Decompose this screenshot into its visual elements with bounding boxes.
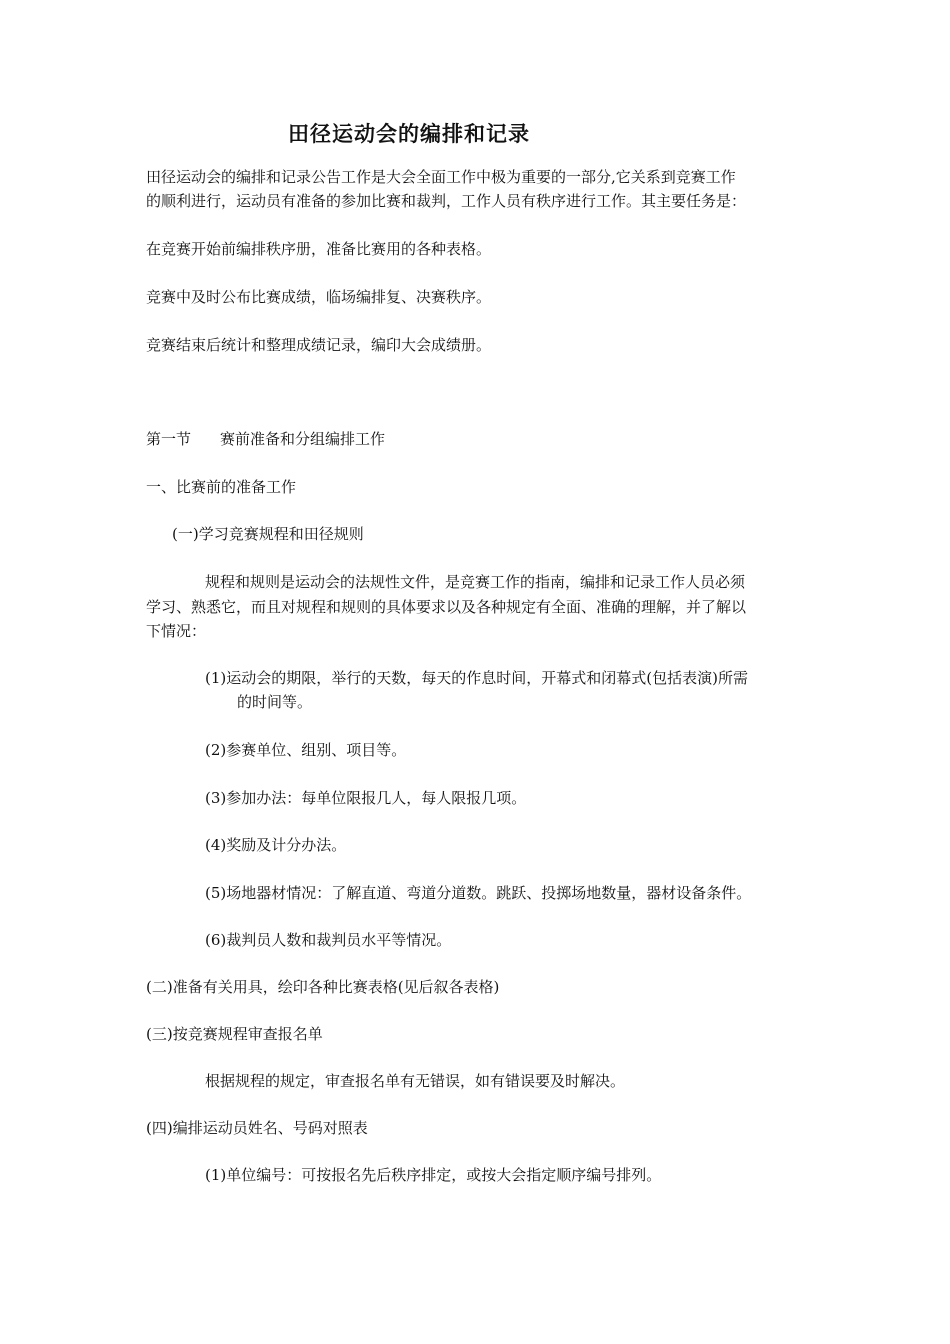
list-item-3: (3)参加办法：每单位限报几人，每人限报几项。	[205, 789, 527, 807]
intro-line-1: 田径运动会的编排和记录公告工作是大会全面工作中极为重要的一部分,它关系到竞赛工作	[146, 168, 736, 186]
paragraph-line-1: 规程和规则是运动会的法规性文件，是竞赛工作的指南，编排和记录工作人员必须	[205, 573, 746, 591]
subsection-heading-1: (一)学习竞赛规程和田径规则	[172, 525, 364, 543]
list-item-2: (2)参赛单位、组别、项目等。	[205, 741, 407, 759]
task-1: 在竞赛开始前编排秩序册，准备比赛用的各种表格。	[146, 240, 492, 258]
intro-line-2: 的顺利进行，运动员有准备的参加比赛和裁判，工作人员有秩序进行工作。其主要任务是：	[146, 192, 747, 210]
list-item-6: (6)裁判员人数和裁判员水平等情况。	[205, 931, 452, 949]
list-item-1-line-1: (1)运动会的期限，举行的天数，每天的作息时间，开幕式和闭幕式(包括表演)所需	[205, 669, 748, 687]
paragraph-line-3: 下情况：	[146, 622, 207, 640]
section-title: 赛前准备和分组编排工作	[220, 430, 386, 448]
subsection-4-item-1: (1)单位编号：可按报名先后秩序排定，或按大会指定顺序编号排列。	[205, 1166, 662, 1184]
paragraph-line-2: 学习、熟悉它，而且对规程和规则的具体要求以及各种规定有全面、准确的理解，并了解以	[146, 598, 747, 616]
list-item-1-line-2: 的时间等。	[237, 693, 313, 711]
task-3: 竞赛结束后统计和整理成绩记录，编印大会成绩册。	[146, 336, 492, 354]
subsection-3-paragraph: 根据规程的规定，审查报名单有无错误，如有错误要及时解决。	[205, 1072, 626, 1090]
task-2: 竞赛中及时公布比赛成绩，临场编排复、决赛秩序。	[146, 288, 492, 306]
subsection-heading-4: (四)编排运动员姓名、号码对照表	[146, 1119, 368, 1137]
document-title: 田径运动会的编排和记录	[288, 121, 530, 146]
list-item-5: (5)场地器材情况：了解直道、弯道分道数。跳跃、投掷场地数量，器材设备条件。	[205, 884, 752, 902]
list-item-4: (4)奖励及计分办法。	[205, 836, 347, 854]
part-heading: 一、比赛前的准备工作	[146, 478, 297, 496]
subsection-heading-2: (二)准备有关用具，绘印各种比赛表格(见后叙各表格)	[146, 978, 500, 996]
section-number: 第一节	[146, 430, 192, 448]
subsection-heading-3: (三)按竞赛规程审查报名单	[146, 1025, 323, 1043]
